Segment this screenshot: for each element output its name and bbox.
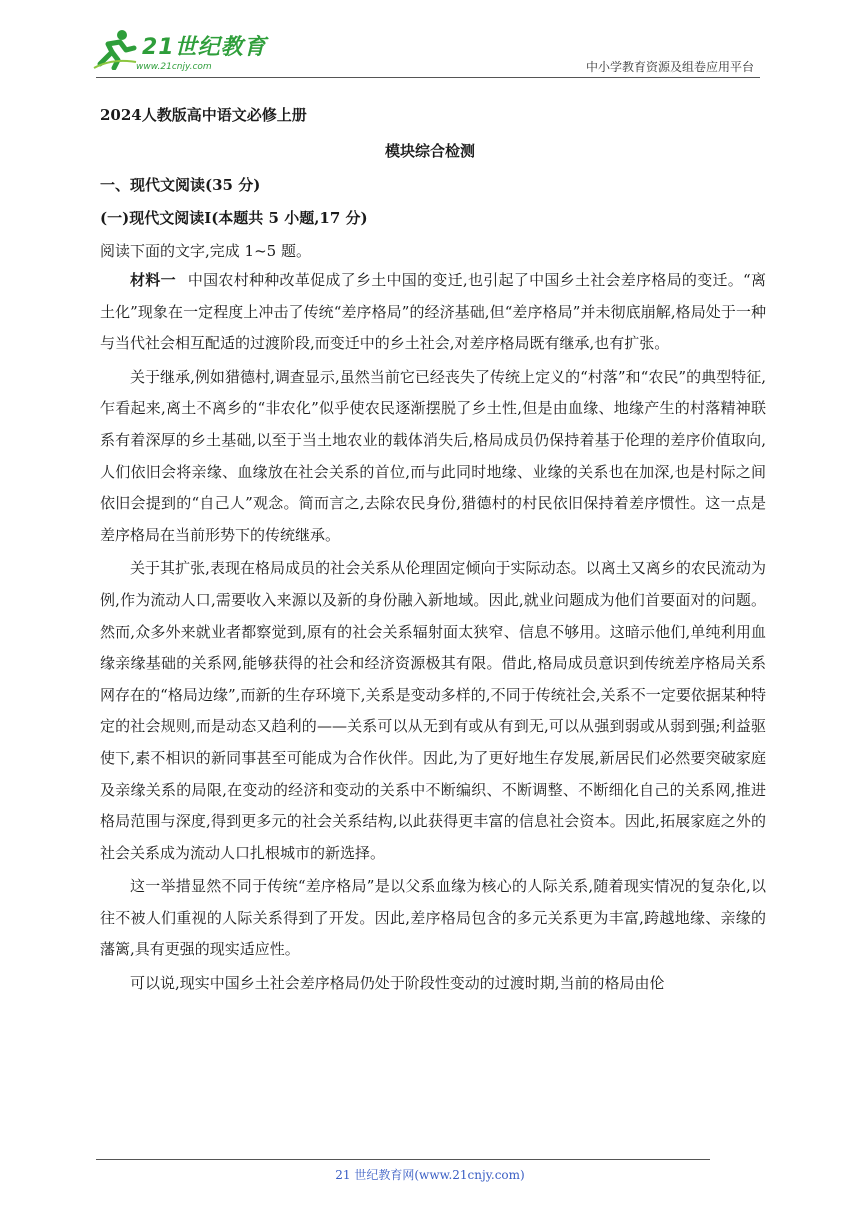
instruction-text: 阅读下面的文字,完成 1~5 题。	[100, 242, 311, 260]
logo-url: www.21cnjy.com	[136, 62, 212, 72]
page-header	[0, 0, 860, 80]
paragraph	[100, 265, 766, 360]
platform-name: 中小学教育资源及组卷应用平台	[585, 60, 754, 74]
footer-link[interactable]: 21 世纪教育网(www.21cnjy.com)	[335, 1168, 525, 1182]
paragraph: 关于继承,例如猎德村,调查显示,虽然当前它已经丧失了传统上定义的“村落”和“农民”的典型特征,乍看起来,离土不离乡的“非农化”似乎使农民逐渐摆脱了乡土性,但是由血缘、地缘产生的村落精神联系有着深厚的乡土基础,以至于当土地农业的载体消失后,格局成员仍保持着基于伦理的差序价值取向,人们依旧会将亲缘、血缘放在社会关系的首位,而与此同时地缘、业缘的关系也在加深,也是村际之间依旧会提到的“自己人”观念。简而言之,去除农民身份,猎德村的村民依旧保持着差序惯性。这一点是差序格局在当前形势下的传统继承。	[100, 367, 766, 544]
document-subtitle: 模块综合检测	[384, 142, 475, 160]
section-heading: 一、现代文阅读(35 分)	[100, 176, 261, 194]
logo-text: 21世纪教育	[142, 35, 267, 60]
header-divider	[96, 77, 760, 78]
paragraph-text: 中国农村种种改革促成了乡土中国的变迁,也引起了中国乡土社会差序格局的变迁。“离土化”现象在一定程度上冲击了传统“差序格局”的经济基础,但“差序格局”并未彻底崩解,格局处于一种与当代社会相互配适的过渡阶段,而变迁中的乡土社会,对差序格局既有继承,也有扩张。	[100, 271, 766, 353]
paragraph: 这一举措显然不同于传统“差序格局”是以父系血缘为核心的人际关系,随着现实情况的复杂化,以往不被人们重视的人际关系得到了开发。因此,差序格局包含的多元关系更为丰富,跨越地缘、亲缘的藩篱,具有更强的现实适应性。	[100, 877, 766, 959]
footer-divider	[96, 1159, 710, 1160]
material-label: 材料一	[130, 271, 176, 289]
paragraph: 关于其扩张,表现在格局成员的社会关系从伦理固定倾向于实际动态。以离土又离乡的农民流动为例,作为流动人口,需要收入来源以及新的身份融入新地域。因此,就业问题成为他们首要面对的问题。然而,众多外来就业者都察觉到,原有的社会关系辐射面太狭窄、信息不够用。这暗示他们,单纯利用血缘亲缘基础的关系网,能够获得的社会和经济资源极其有限。借此,格局成员意识到传统差序格局关系网存在的“格局边缘”,而新的生存环境下,关系是变动多样的,不同于传统社会,关系不一定要依据某种特定的社会规则,而是动态又趋利的——关系可以从无到有或从有到无,可以从强到弱或从弱到强;利益驱使下,素不相识的新同事甚至可能成为合作伙伴。因此,为了更好地生存发展,新居民们必然要突破家庭及亲缘关系的局限,在变动的经济和变动的关系中不断编织、不断调整、不断细化自己的关系网,推进格局范围与深度,得到更多元的社会关系结构,以此获得更丰富的信息社会资本。因此,拓展家庭之外的社会关系成为流动人口扎根城市的新选择。	[100, 559, 766, 862]
logo	[92, 28, 267, 80]
paragraph: 可以说,现实中国乡土社会差序格局仍处于阶段性变动的过渡时期,当前的格局由伦	[130, 974, 665, 993]
document-title: 2024人教版高中语文必修上册	[100, 106, 307, 124]
reading-material	[100, 265, 766, 1002]
runner-icon	[92, 28, 138, 70]
subsection-heading: (一)现代文阅读Ⅰ(本题共 5 小题,17 分)	[100, 209, 368, 227]
